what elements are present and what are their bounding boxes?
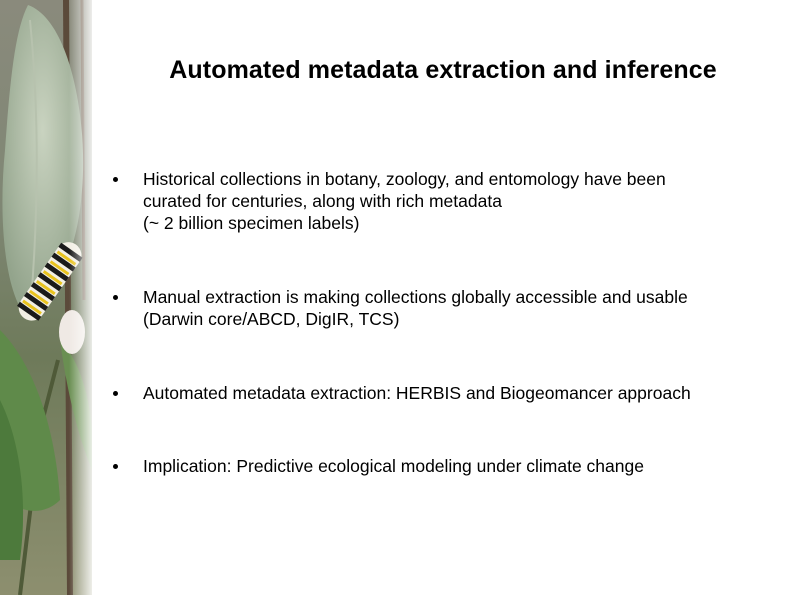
bullet-line: curated for centuries, along with rich metadata: [143, 191, 502, 211]
bullet-line: Implication: Predictive ecological modeling under climate change: [143, 456, 644, 476]
bullet-line: (~ 2 billion specimen labels): [143, 213, 360, 233]
bullet-dot-icon: [113, 177, 118, 182]
bullet-text: [143, 455, 783, 477]
bullet-line: Historical collections in botany, zoology, and entomology have been: [143, 169, 666, 189]
bullet-line: (Darwin core/ABCD, DigIR, TCS): [143, 309, 400, 329]
caterpillar-photo: [0, 0, 92, 595]
bullet-dot-icon: [113, 464, 118, 469]
slide-title: Automated metadata extraction and inference: [169, 56, 717, 84]
bullet-text: [143, 286, 783, 330]
bullet-dot-icon: [113, 295, 118, 300]
bullet-dot-icon: [113, 391, 118, 396]
bullet-text: [143, 382, 783, 404]
bullet-line: Manual extraction is making collections globally accessible and usable: [143, 287, 688, 307]
bullet-text: [143, 168, 783, 234]
bullet-line: Automated metadata extraction: HERBIS and Biogeomancer approach: [143, 383, 691, 403]
